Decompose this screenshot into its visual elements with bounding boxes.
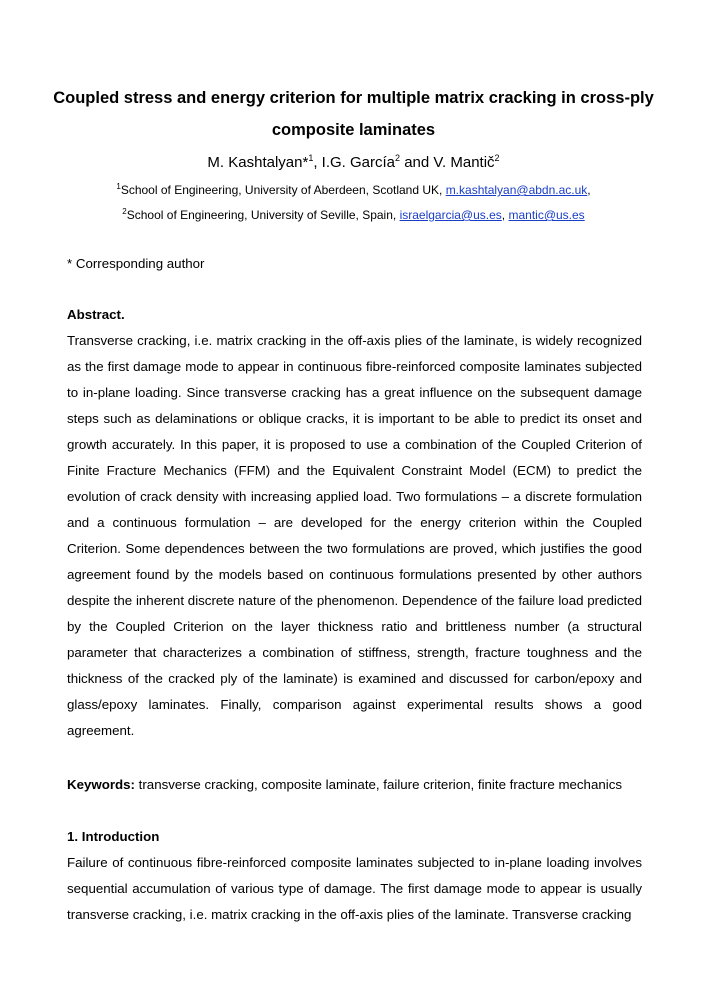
author-garcia: , I.G. García: [313, 154, 396, 171]
corresponding-author-note: * Corresponding author: [67, 256, 205, 271]
author-affiliation-mark: 1: [308, 153, 314, 163]
email-link-mantic[interactable]: mantic@us.es: [508, 208, 585, 222]
affiliation-text: School of Engineering, University of Aberdeen, Scotland UK,: [120, 183, 446, 197]
paper-title: Coupled stress and energy criterion for multiple matrix cracking in cross-ply composite laminates: [53, 89, 654, 139]
author-list: [40, 146, 667, 175]
introduction-heading: 1. Introduction: [67, 829, 160, 844]
email-link-kashtalyan[interactable]: m.kashtalyan@abdn.ac.uk: [445, 183, 588, 197]
keywords-line: [67, 775, 622, 795]
introduction-body: Failure of continuous fibre-reinforced composite laminates subjected to in-plane loading involves sequential accumulation of various type of damage. The first damage mode to appear is usually transverse cracking, i.e. matrix cracking in the off-axis plies of the laminate. Transverse cracking: [67, 855, 642, 922]
author-mantic: and V. Mantič: [400, 154, 495, 171]
affiliation-suffix: ,: [587, 183, 591, 197]
affiliation-mark: 1: [116, 182, 121, 191]
author-affiliation-mark: 2: [395, 153, 401, 163]
keywords-text: transverse cracking, composite laminate, failure criterion, finite fracture mechanics: [134, 777, 622, 792]
affiliation-text: School of Engineering, University of Seville, Spain,: [126, 208, 400, 222]
abstract-body: Transverse cracking, i.e. matrix cracking in the off-axis plies of the laminate, is widely recognized as the first damage mode to appear in continuous fibre-reinforced composite laminates subjected to in-plane loading. Since transverse cracking has a great influence on the subsequent damage steps such as delaminations or oblique cracks, it is important to be able to predict its onset and growth accurately. In this paper, it is proposed to use a combination of the Coupled Criterion of Finite Fracture Mechanics (FFM) and the Equivalent Constraint Model (ECM) to predict the evolution of crack density with increasing applied load. Two formulations – a discrete formulation and a continuous formulation – are developed for the energy criterion within the Coupled Criterion. Some dependences between the two formulations are proved, which justifies the good agreement found by the models based on continuous formulations presented by other authors despite the inherent discrete nature of the phenomenon. Dependence of the failure load predicted by the Coupled Criterion on the layer thickness ratio and brittleness number (a structural parameter that characterizes a combination of stiffness, strength, fracture toughness and the thickness of the cracked ply of the laminate) is examined and discussed for carbon/epoxy and glass/epoxy laminates. Finally, comparison against experimental results shows a good agreement.: [67, 333, 642, 738]
email-link-garcia[interactable]: israelgarcia@us.es: [399, 208, 502, 222]
affiliation-seville: [40, 203, 667, 224]
abstract-heading: Abstract.: [67, 307, 125, 322]
affiliation-mark: 2: [122, 207, 127, 216]
keywords-label: Keywords:: [67, 777, 135, 792]
author-affiliation-mark: 2: [494, 153, 500, 163]
email-separator: ,: [501, 208, 509, 222]
affiliation-aberdeen: [40, 178, 667, 199]
author-kashtalyan: M. Kashtalyan*: [207, 154, 309, 171]
